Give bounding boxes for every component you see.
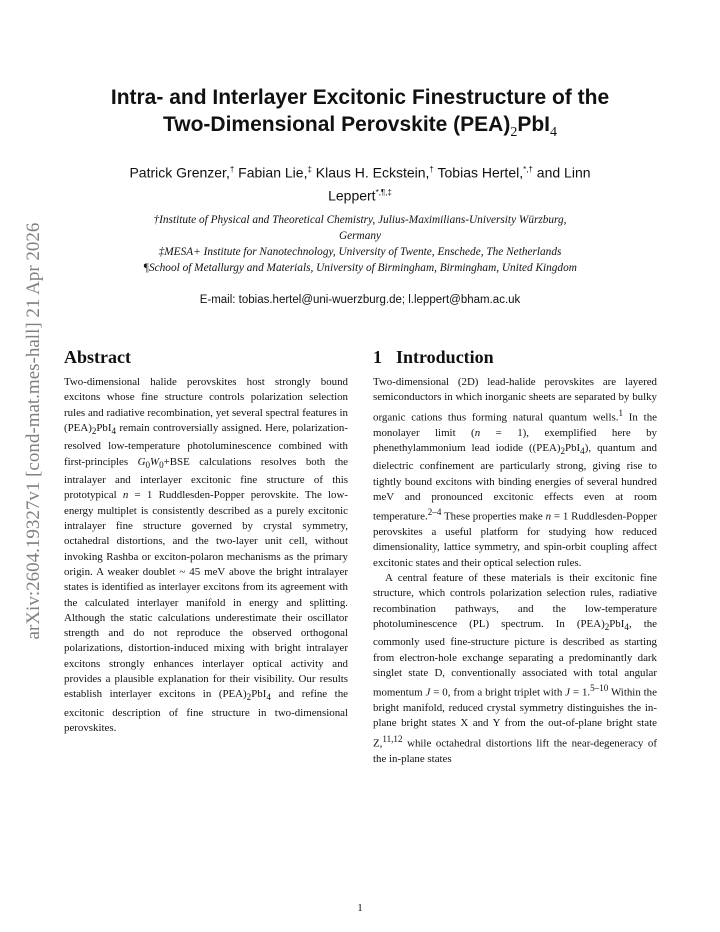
author-leppert: Leppert <box>328 187 376 204</box>
introduction-heading: 1 Introduction <box>373 347 494 367</box>
introduction-section <box>373 345 657 767</box>
arxiv-sidebar <box>14 196 54 666</box>
author-eckstein: Klaus H. Eckstein, <box>311 164 430 181</box>
abstract-text: Two-dimensional halide perovskites host strongly bound excitons whose fine structure controls polarization selection rules and radiative recombination, yet several spectral features in $(PEA)_2PbI_4$ remain controversially assigned. Here, polarization-resolved low-temperature photoluminescence combined with first-principles $G_0W_0+BSE$ calculations resolves both the intralayer and interlayer excitonic fine structure of this prototypical n = 1 Ruddlesden-Popper perovskite. The low-energy multiplet is consistently described as a purely excitonic intralayer fine structure governed by crystal symmetry, octahedral distortions, and the two-layer unit cell, without invoking Rashba or exciton-polaron mechanisms as the primary origin. A weaker doublet ~ 45 meV above the bright intralayer states is identified as interlayer excitons from its agreement with the calculated interlayer manifold in energy and splitting. Although the static calculations underestimate their oscillator strength and do not reproduce the observed orthogonal polarizations, distortion-induced mixing with bright intralayer excitons strongly enhances interlayer optical activity and provides a plausible explanation for their visibility. Our results establish interlayer excitons in $(PEA)_2PbI_4$ and refine the excitonic description of fine structure in two-dimensional perovskites. <box>64 376 348 735</box>
author-lie: Fabian Lie, <box>234 164 308 181</box>
affiliation: ‡MESA+ Institute for Nanotechnology, University of Twente, Enschede, The Netherlands <box>158 246 562 258</box>
contact-email: E-mail: tobias.hertel@uni-wuerzburg.de; l.leppert@bham.ac.uk <box>199 294 521 306</box>
arxiv-identifier: arXiv:2604.19327v1 [cond-mat.mes-hall] 21 Apr 2026 <box>23 222 44 640</box>
intro-paragraph: Two-dimensional (2D) lead-halide perovskites are layered semiconductors in which inorganic sheets are separated by bulky organic cations thus forming natural quantum wells.$^1$ In the monolayer limit (n = 1), exemplified here by phenethylammonium lead iodide $((PEA)_2PbI_4)$, quantum and dielectric confinement are particularly strong, giving rise to tightly bound excitons with binding energies of several hundred meV and pronounced excitonic effects even at room temperature.$^{2-4}$ These properties make n = 1 Ruddlesden-Popper perovskites a useful platform for studying how reduced dimensionality, lattice symmetry, and spin-orbit coupling affect excitonic states and their optical selection rules. <box>373 376 657 569</box>
affiliation: Germany <box>338 230 382 242</box>
affiliation: †Institute of Physical and Theoretical Chemistry, Julius-Maximilians-University Würzburg, <box>153 214 567 226</box>
author-grenzer: Patrick Grenzer, <box>129 164 230 181</box>
intro-paragraph: A central feature of these materials is their excitonic fine structure, which controls polarization selection rules, radiative recombination pathways, and the low-temperature photoluminescence (PL) spectrum. In $(PEA)_2PbI_4$, the commonly used fine-structure picture is described as starting from electron-hole exchange separating a predominantly dark singlet state D, conventionally associated with total angular momentum J = 0, from a bright triplet with J = 1.$^{5-10}$ Within the bright manifold, reduced crystal symmetry distinguishes the in-plane bright states X and Y from the out-of-plane bright state Z,$^{11,12}$ while octahedral distortions lift the near-degeneracy of the in-plane states <box>373 571 657 765</box>
paper-title: Intra- and Interlayer Excitonic Finestructure of the Two-Dimensional Perovskite $(PEA)_2PbI_4$ <box>110 86 610 140</box>
author-hertel: Tobias Hertel, <box>433 164 524 181</box>
affiliations <box>70 212 650 276</box>
author-list: Patrick Grenzer,† Fabian Lie,‡ Klaus H. Eckstein,† Tobias Hertel,*,† and Linn Leppert*,¶,‡ <box>129 164 591 204</box>
abstract-heading: Abstract <box>64 347 131 367</box>
affiliation: ¶School of Metallurgy and Materials, University of Birmingham, Birmingham, United Kingdom <box>143 262 577 274</box>
page-number: 1 <box>357 902 363 914</box>
abstract-section <box>64 345 348 736</box>
